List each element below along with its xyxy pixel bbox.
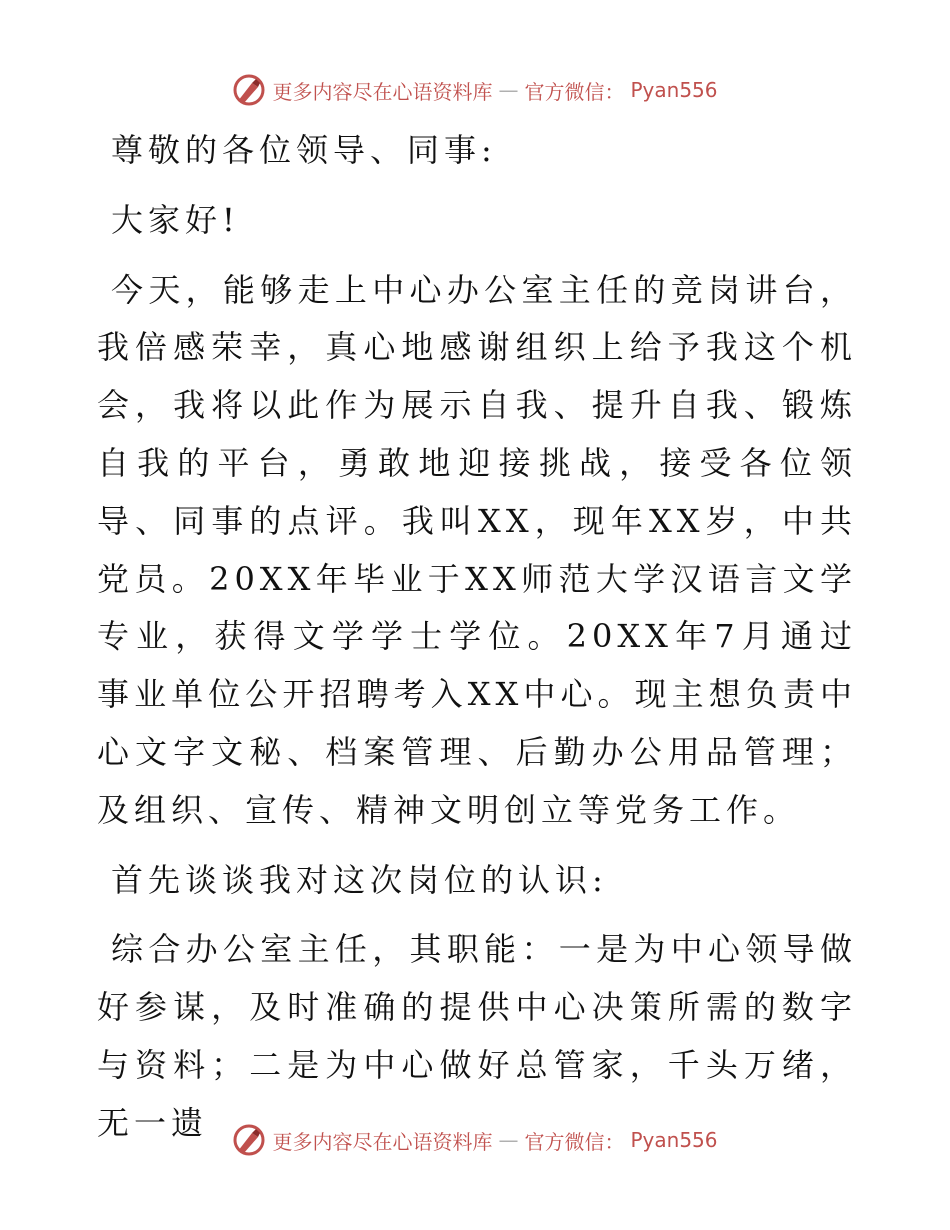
watermark-id: Pyan556 [630, 1128, 718, 1152]
introduction-paragraph: 今天，能够走上中心办公室主任的竞岗讲台，我倍感荣幸，真心地感谢组织上给予我这个机会，我将以此作为展示自我、提升自我、锻炼自我的平台，勇敢地迎接挑战，接受各位领导、同事的点评。我叫XX，现年XX岁，中共党员。20XX年毕业于XX师范大学汉语言文学专业，获得文学学士学位。20XX年7月通过事业单位公开招聘考入XX中心。现主想负责中心文字文秘、档案管理、后勤办公用品管理；及组织、宣传、精神文明创立等党务工作。 [97, 270, 857, 829]
section-heading: 首先谈谈我对这次岗位的认识: [111, 860, 608, 899]
watermark-text: 更多内容尽在心语资料库 [272, 79, 493, 104]
header-watermark [0, 70, 950, 110]
role-description-paragraph: 综合办公室主任，其职能：一是为中心领导做好参谋，及时准确的提供中心决策所需的数字与资料；二是为中心做好总管家，千头万绪，无一遗 [97, 930, 857, 1142]
document-body [97, 122, 857, 1165]
watermark-suffix: 官方微信： [524, 79, 625, 104]
watermark-id: Pyan556 [630, 78, 718, 102]
pen-nib-logo-icon [232, 73, 266, 107]
watermark-suffix: 官方微信： [524, 1129, 625, 1154]
pen-nib-logo-icon [232, 1123, 266, 1157]
salutation: 尊敬的各位领导、同事: [111, 131, 497, 169]
watermark-separator: — [498, 1128, 519, 1152]
greeting: 大家好! [111, 200, 240, 239]
watermark-separator: — [498, 78, 519, 102]
watermark-text: 更多内容尽在心语资料库 [272, 1129, 493, 1154]
footer-watermark [0, 1120, 950, 1160]
